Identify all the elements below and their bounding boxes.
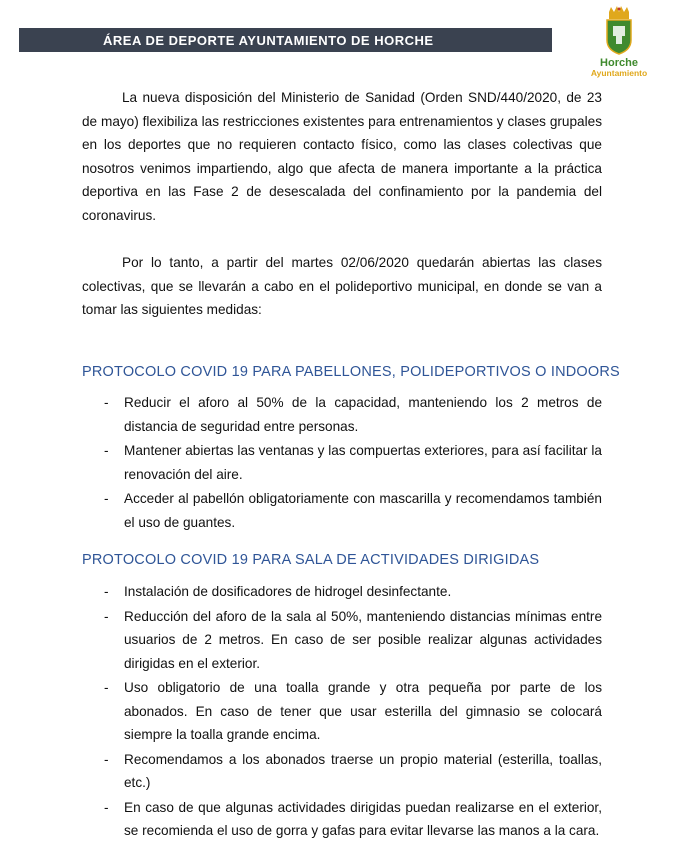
section-list-pabellones — [82, 391, 602, 535]
list-item: - Acceder al pabellón obligatoriamente con mascarilla y recomendamos también el uso de guantes. — [82, 487, 602, 534]
section-title-actividades: PROTOCOLO COVID 19 PARA SALA DE ACTIVIDADES DIRIGIDAS — [82, 552, 540, 568]
logo-text-top: Horche — [600, 57, 638, 69]
list-item: - Reducción del aforo de la sala al 50%, manteniendo distancias mínimas entre usuarios de 2 metros. En caso de ser posible realizar algunas actividades dirigidas en el exterior. — [82, 605, 602, 676]
intro — [82, 86, 602, 322]
list-item: - Uso obligatorio de una toalla grande y otra pequeña por parte de los abonados. En caso de tener que usar esterilla del gimnasio se colocará siempre la toalla grande encima. — [82, 676, 602, 747]
list-item: - Mantener abiertas las ventanas y las compuertas exteriores, para así facilitar la renovación del aire. — [82, 439, 602, 486]
list-item: - Recomendamos a los abonados traerse un propio material (esterilla, toallas, etc.) — [82, 748, 602, 795]
crown-icon — [609, 6, 629, 19]
intro-paragraph-1: La nueva disposición del Ministerio de Sanidad (Orden SND/440/2020, de 23 de mayo) flexibiliza las restricciones existentes para entrenamientos y clases grupales en los deportes que no requieren contacto físico, como las clases colectivas que nosotros venimos impartiendo, algo que afecta de manera importante a la práctica deportiva en las Fase 2 de desescalada del confinamiento por la pandemia del coronavirus. — [82, 90, 602, 223]
list-item: - Instalación de dosificadores de hidrogel desinfectante. — [82, 580, 602, 604]
shield-icon — [607, 20, 631, 54]
list-item: - En caso de que algunas actividades dirigidas puedan realizarse en el exterior, se recomienda el uso de gorra y gafas para evitar llevarse las manos a la cara. — [82, 796, 602, 843]
header-bar — [19, 28, 552, 52]
header-title: ÁREA DE DEPORTE AYUNTAMIENTO DE HORCHE — [103, 32, 434, 48]
logo-text-bottom: Ayuntamiento — [590, 68, 648, 78]
intro-paragraph-2: Por lo tanto, a partir del martes 02/06/2020 quedarán abiertas las clases colectivas, que se llevarán a cabo en el polideportivo municipal, en donde se van a tomar las siguientes medidas: — [82, 255, 602, 317]
horche-logo — [583, 6, 655, 78]
list-item: - Reducir el aforo al 50% de la capacidad, manteniendo los 2 metros de distancia de seguridad entre personas. — [82, 391, 602, 438]
section-title-pabellones: PROTOCOLO COVID 19 PARA PABELLONES, POLIDEPORTIVOS O INDOORS — [82, 364, 620, 380]
section-list-actividades — [82, 580, 602, 844]
